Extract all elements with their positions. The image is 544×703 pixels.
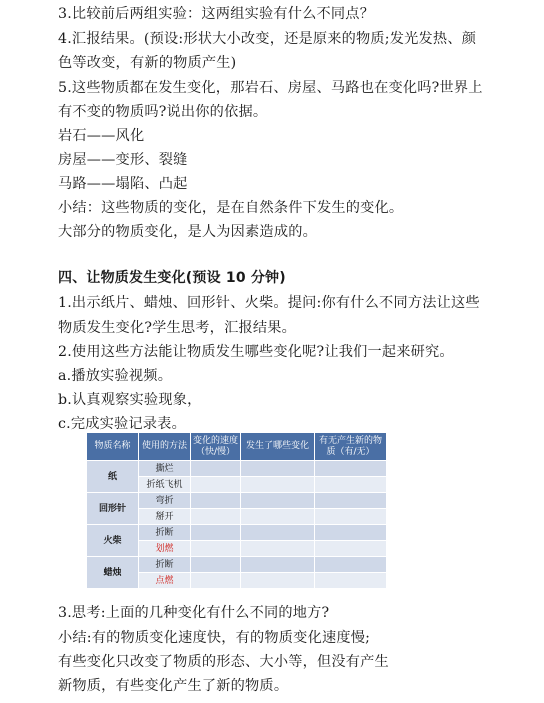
material-name-cell: 纸 (87, 461, 139, 493)
text-line: 小结:有的物质变化速度快，有的物质变化速度慢; (58, 630, 371, 646)
material-name-cell: 火柴 (87, 525, 139, 557)
text-line: 有些变化只改变了物质的形态、大小等，但没有产生 (58, 654, 389, 670)
method-cell: 折断 (139, 525, 191, 541)
text-line: 有不变的物质吗?说出你的依据。 (58, 104, 268, 120)
empty-cell (241, 525, 315, 541)
empty-cell (315, 509, 387, 525)
empty-cell (191, 525, 241, 541)
material-name-cell: 蜡烛 (87, 557, 139, 589)
empty-cell (191, 461, 241, 477)
text-line: 房屋——变形、裂缝 (58, 152, 188, 168)
method-cell: 折断 (139, 557, 191, 573)
empty-cell (191, 541, 241, 557)
empty-cell (241, 493, 315, 509)
table-row (87, 493, 387, 509)
experiment-record-table (86, 432, 387, 589)
empty-cell (241, 509, 315, 525)
table-header-row (87, 433, 387, 461)
text-line: 新物质，有些变化产生了新的物质。 (58, 678, 289, 694)
header-cell: 使用的方法 (139, 433, 191, 461)
empty-cell (315, 557, 387, 573)
method-cell-highlighted: 点燃 (139, 573, 191, 589)
empty-cell (191, 557, 241, 573)
empty-cell (315, 493, 387, 509)
text-line: 2.使用这些方法能让物质发生哪些变化呢?让我们一起来研究。 (58, 344, 454, 360)
text-line: 大部分的物质变化，是人为因素造成的。 (58, 224, 317, 240)
text-line: 岩石——风化 (58, 128, 145, 144)
empty-cell (241, 541, 315, 557)
text-line: 5.这些物质都在发生变化，那岩石、房屋、马路也在变化吗?世界上 (58, 80, 483, 96)
text-line: 物质发生变化?学生思考，汇报结果。 (58, 320, 297, 336)
header-cell: 发生了哪些变化 (241, 433, 315, 461)
text-line: 4.汇报结果。(预设:形状大小改变，还是原来的物质;发光发热、颜 (58, 31, 477, 47)
method-cell: 掰开 (139, 509, 191, 525)
text-line: b.认真观察实验现象， (58, 392, 202, 408)
empty-cell (241, 573, 315, 589)
text-line: 色等改变，有新的物质产生) (58, 55, 237, 71)
empty-cell (315, 461, 387, 477)
header-cell: 有无产生新的物质（有/无） (315, 433, 387, 461)
empty-cell (191, 573, 241, 589)
empty-cell (241, 477, 315, 493)
text-line: a.播放实验视频。 (58, 368, 173, 384)
text-line: 小结：这些物质的变化，是在自然条件下发生的变化。 (58, 200, 404, 216)
empty-cell (191, 509, 241, 525)
method-cell: 折纸飞机 (139, 477, 191, 493)
empty-cell (315, 525, 387, 541)
method-cell: 撕烂 (139, 461, 191, 477)
table-row (87, 557, 387, 573)
empty-cell (241, 557, 315, 573)
empty-cell (191, 477, 241, 493)
method-cell-highlighted: 划燃 (139, 541, 191, 557)
empty-cell (241, 461, 315, 477)
empty-cell (315, 541, 387, 557)
section-heading: 四、让物质发生变化(预设 10 分钟) (58, 270, 286, 286)
header-cell: 变化的速度（快/慢） (191, 433, 241, 461)
text-line: 马路——塌陷、凸起 (58, 176, 188, 192)
text-line: c.完成实验记录表。 (58, 416, 186, 432)
text-line: 1.出示纸片、蜡烛、回形针、火柴。提问:你有什么不同方法让这些 (58, 295, 480, 311)
header-cell: 物质名称 (87, 433, 139, 461)
material-name-cell: 回形针 (87, 493, 139, 525)
empty-cell (191, 493, 241, 509)
empty-cell (315, 477, 387, 493)
table-row (87, 525, 387, 541)
text-line: 3.比较前后两组实验：这两组实验有什么不同点？ (58, 6, 375, 22)
text-line: 3.思考:上面的几种变化有什么不同的地方? (58, 605, 330, 621)
empty-cell (315, 573, 387, 589)
method-cell: 弯折 (139, 493, 191, 509)
table-row (87, 461, 387, 477)
